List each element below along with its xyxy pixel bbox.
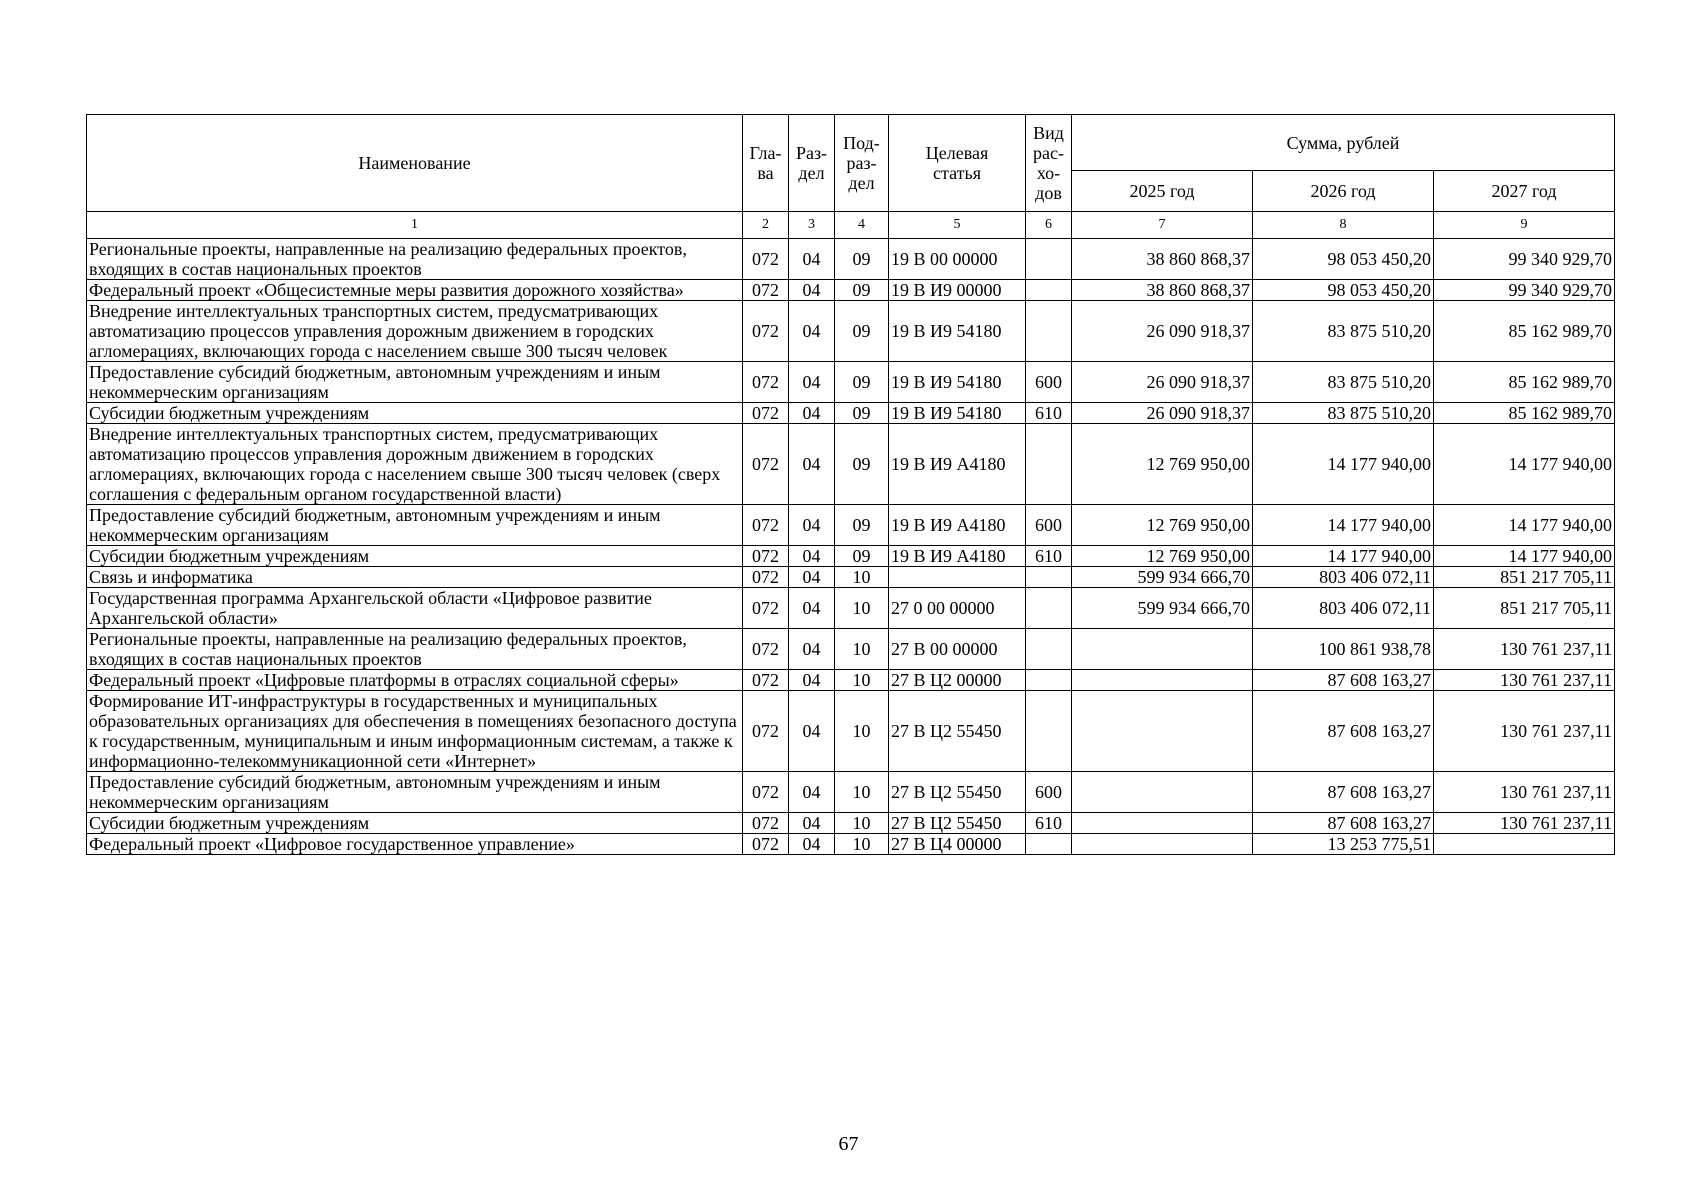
cell-target-article: 27 В Ц2 00000 [889, 670, 1026, 691]
cell-sum-2027: 85 162 989,70 [1434, 362, 1615, 403]
cell-target-article: 27 В Ц2 55450 [889, 813, 1026, 834]
cell-glava: 072 [743, 239, 789, 280]
cell-target-article: 27 0 00 00000 [889, 588, 1026, 629]
cell-sum-2027: 130 761 237,11 [1434, 813, 1615, 834]
cell-sum-2026: 98 053 450,20 [1253, 280, 1434, 301]
cell-sum-2027: 130 761 237,11 [1434, 772, 1615, 813]
cell-expense-type: 600 [1026, 772, 1072, 813]
cell-sum-2025: 26 090 918,37 [1072, 403, 1253, 424]
cell-sum-2025 [1072, 772, 1253, 813]
cell-glava: 072 [743, 813, 789, 834]
cell-razdel: 04 [789, 691, 835, 772]
cell-sum-2027: 99 340 929,70 [1434, 239, 1615, 280]
column-number-row [87, 212, 1615, 239]
column-number: 1 [87, 212, 743, 239]
cell-expense-type [1026, 301, 1072, 362]
cell-podrazdel: 09 [835, 301, 889, 362]
cell-sum-2025: 599 934 666,70 [1072, 588, 1253, 629]
cell-podrazdel: 10 [835, 567, 889, 588]
cell-sum-2026: 803 406 072,11 [1253, 567, 1434, 588]
page-number: 67 [838, 1133, 859, 1155]
cell-expense-type [1026, 588, 1072, 629]
cell-sum-2025: 12 769 950,00 [1072, 546, 1253, 567]
cell-razdel: 04 [789, 772, 835, 813]
cell-sum-2025: 12 769 950,00 [1072, 424, 1253, 505]
cell-target-article: 19 В И9 54180 [889, 362, 1026, 403]
table-row [87, 691, 1615, 772]
cell-expense-type: 610 [1026, 546, 1072, 567]
cell-razdel: 04 [789, 546, 835, 567]
cell-sum-2025: 38 860 868,37 [1072, 239, 1253, 280]
cell-razdel: 04 [789, 403, 835, 424]
column-number: 7 [1072, 212, 1253, 239]
cell-sum-2026: 87 608 163,27 [1253, 813, 1434, 834]
cell-expense-type [1026, 691, 1072, 772]
cell-sum-2027: 99 340 929,70 [1434, 280, 1615, 301]
cell-glava: 072 [743, 301, 789, 362]
cell-razdel: 04 [789, 362, 835, 403]
cell-sum-2027 [1434, 834, 1615, 855]
table-row [87, 670, 1615, 691]
header-year-2025: 2025 год [1072, 171, 1253, 212]
cell-name: Субсидии бюджетным учреждениям [87, 403, 743, 424]
header-podrazdel: Под- раз- дел [835, 115, 889, 212]
cell-glava: 072 [743, 546, 789, 567]
table-body [87, 212, 1615, 855]
column-number: 9 [1434, 212, 1615, 239]
cell-target-article: 19 В 00 00000 [889, 239, 1026, 280]
cell-glava: 072 [743, 629, 789, 670]
cell-razdel: 04 [789, 813, 835, 834]
cell-sum-2026: 100 861 938,78 [1253, 629, 1434, 670]
cell-name: Предоставление субсидий бюджетным, автономным учреждениям и иным некоммерческим организациям [87, 505, 743, 546]
cell-razdel: 04 [789, 629, 835, 670]
cell-name: Государственная программа Архангельской области «Цифровое развитие Архангельской области» [87, 588, 743, 629]
cell-sum-2026: 13 253 775,51 [1253, 834, 1434, 855]
cell-target-article: 19 В И9 54180 [889, 403, 1026, 424]
table-row [87, 813, 1615, 834]
cell-sum-2026: 98 053 450,20 [1253, 239, 1434, 280]
column-number: 4 [835, 212, 889, 239]
cell-name: Предоставление субсидий бюджетным, автономным учреждениям и иным некоммерческим организациям [87, 772, 743, 813]
cell-sum-2026: 14 177 940,00 [1253, 546, 1434, 567]
cell-sum-2026: 83 875 510,20 [1253, 403, 1434, 424]
column-number: 5 [889, 212, 1026, 239]
cell-razdel: 04 [789, 280, 835, 301]
header-sum: Сумма, рублей [1072, 115, 1615, 171]
table-row [87, 567, 1615, 588]
cell-name: Субсидии бюджетным учреждениям [87, 813, 743, 834]
cell-sum-2026: 83 875 510,20 [1253, 301, 1434, 362]
cell-podrazdel: 09 [835, 505, 889, 546]
cell-expense-type: 600 [1026, 362, 1072, 403]
cell-target-article: 19 В И9 А4180 [889, 546, 1026, 567]
cell-expense-type [1026, 834, 1072, 855]
cell-target-article: 19 В И9 А4180 [889, 505, 1026, 546]
cell-podrazdel: 10 [835, 813, 889, 834]
cell-sum-2027: 85 162 989,70 [1434, 301, 1615, 362]
cell-sum-2026: 14 177 940,00 [1253, 505, 1434, 546]
cell-glava: 072 [743, 834, 789, 855]
cell-razdel: 04 [789, 301, 835, 362]
budget-table [86, 114, 1615, 855]
table-row [87, 301, 1615, 362]
table-row [87, 834, 1615, 855]
cell-target-article: 19 В И9 А4180 [889, 424, 1026, 505]
cell-target-article: 27 В Ц2 55450 [889, 691, 1026, 772]
header-glava: Гла- ва [743, 115, 789, 212]
cell-expense-type [1026, 567, 1072, 588]
cell-glava: 072 [743, 424, 789, 505]
cell-glava: 072 [743, 588, 789, 629]
header-expense-type: Вид рас- хо- дов [1026, 115, 1072, 212]
table-row [87, 505, 1615, 546]
cell-sum-2027: 14 177 940,00 [1434, 505, 1615, 546]
cell-razdel: 04 [789, 239, 835, 280]
cell-glava: 072 [743, 772, 789, 813]
column-number: 8 [1253, 212, 1434, 239]
table-row [87, 239, 1615, 280]
column-number: 2 [743, 212, 789, 239]
cell-target-article: 27 В 00 00000 [889, 629, 1026, 670]
cell-sum-2026: 803 406 072,11 [1253, 588, 1434, 629]
cell-sum-2026: 83 875 510,20 [1253, 362, 1434, 403]
cell-sum-2026: 87 608 163,27 [1253, 772, 1434, 813]
cell-glava: 072 [743, 505, 789, 546]
cell-glava: 072 [743, 691, 789, 772]
header-razdel: Раз- дел [789, 115, 835, 212]
header-year-2027: 2027 год [1434, 171, 1615, 212]
cell-target-article: 19 В И9 54180 [889, 301, 1026, 362]
cell-name: Субсидии бюджетным учреждениям [87, 546, 743, 567]
cell-sum-2026: 14 177 940,00 [1253, 424, 1434, 505]
cell-podrazdel: 10 [835, 670, 889, 691]
cell-sum-2027: 851 217 705,11 [1434, 567, 1615, 588]
table-row [87, 772, 1615, 813]
column-number: 6 [1026, 212, 1072, 239]
cell-expense-type [1026, 670, 1072, 691]
cell-name: Предоставление субсидий бюджетным, автономным учреждениям и иным некоммерческим организациям [87, 362, 743, 403]
cell-glava: 072 [743, 403, 789, 424]
cell-name: Федеральный проект «Цифровые платформы в отраслях социальной сферы» [87, 670, 743, 691]
cell-podrazdel: 10 [835, 834, 889, 855]
cell-podrazdel: 09 [835, 362, 889, 403]
cell-name: Региональные проекты, направленные на реализацию федеральных проектов, входящих в состав национальных проектов [87, 629, 743, 670]
cell-podrazdel: 10 [835, 588, 889, 629]
cell-name: Внедрение интеллектуальных транспортных систем, предусматривающих автоматизацию процессов управления дорожным движением в городских агломерациях, включающих города с населением свыше 300 тысяч человек [87, 301, 743, 362]
cell-sum-2027: 130 761 237,11 [1434, 670, 1615, 691]
cell-target-article: 19 В И9 00000 [889, 280, 1026, 301]
cell-sum-2027: 851 217 705,11 [1434, 588, 1615, 629]
cell-sum-2027: 85 162 989,70 [1434, 403, 1615, 424]
cell-podrazdel: 10 [835, 629, 889, 670]
cell-name: Федеральный проект «Общесистемные меры развития дорожного хозяйства» [87, 280, 743, 301]
cell-glava: 072 [743, 567, 789, 588]
header-target-article: Целевая статья [889, 115, 1026, 212]
cell-sum-2025: 599 934 666,70 [1072, 567, 1253, 588]
header-year-2026: 2026 год [1253, 171, 1434, 212]
cell-expense-type [1026, 629, 1072, 670]
cell-name: Связь и информатика [87, 567, 743, 588]
cell-razdel: 04 [789, 505, 835, 546]
cell-razdel: 04 [789, 567, 835, 588]
cell-sum-2025 [1072, 834, 1253, 855]
table-row [87, 362, 1615, 403]
cell-name: Формирование ИТ-инфраструктуры в государственных и муниципальных образовательных организациях для обеспечения в помещениях безопасного доступа к государственным, муниципальным и иным информационным системам, а также к информационно-телекоммуникационной сети «Интернет» [87, 691, 743, 772]
cell-podrazdel: 10 [835, 772, 889, 813]
cell-target-article [889, 567, 1026, 588]
table-row [87, 629, 1615, 670]
cell-expense-type: 600 [1026, 505, 1072, 546]
table-row [87, 424, 1615, 505]
cell-razdel: 04 [789, 834, 835, 855]
cell-expense-type: 610 [1026, 403, 1072, 424]
cell-sum-2025: 38 860 868,37 [1072, 280, 1253, 301]
cell-sum-2025: 26 090 918,37 [1072, 362, 1253, 403]
table-row [87, 403, 1615, 424]
cell-sum-2027: 14 177 940,00 [1434, 424, 1615, 505]
table-row [87, 588, 1615, 629]
cell-sum-2025: 26 090 918,37 [1072, 301, 1253, 362]
cell-podrazdel: 09 [835, 280, 889, 301]
cell-target-article: 27 В Ц2 55450 [889, 772, 1026, 813]
cell-expense-type [1026, 280, 1072, 301]
cell-podrazdel: 10 [835, 691, 889, 772]
cell-sum-2025 [1072, 670, 1253, 691]
cell-sum-2025 [1072, 629, 1253, 670]
cell-name: Федеральный проект «Цифровое государственное управление» [87, 834, 743, 855]
cell-expense-type [1026, 424, 1072, 505]
cell-sum-2025 [1072, 691, 1253, 772]
cell-name: Внедрение интеллектуальных транспортных систем, предусматривающих автоматизацию процессов управления дорожным движением в городских агломерациях, включающих города с населением свыше 300 тысяч человек (сверх соглашения с федеральным органом государственной власти) [87, 424, 743, 505]
cell-name: Региональные проекты, направленные на реализацию федеральных проектов, входящих в состав национальных проектов [87, 239, 743, 280]
cell-sum-2026: 87 608 163,27 [1253, 670, 1434, 691]
cell-sum-2027: 130 761 237,11 [1434, 629, 1615, 670]
cell-razdel: 04 [789, 670, 835, 691]
cell-podrazdel: 09 [835, 546, 889, 567]
cell-sum-2025 [1072, 813, 1253, 834]
cell-razdel: 04 [789, 588, 835, 629]
cell-glava: 072 [743, 362, 789, 403]
cell-podrazdel: 09 [835, 424, 889, 505]
cell-podrazdel: 09 [835, 239, 889, 280]
column-number: 3 [789, 212, 835, 239]
cell-sum-2027: 130 761 237,11 [1434, 691, 1615, 772]
cell-expense-type [1026, 239, 1072, 280]
header-name: Наименование [87, 115, 743, 212]
cell-expense-type: 610 [1026, 813, 1072, 834]
cell-sum-2027: 14 177 940,00 [1434, 546, 1615, 567]
table-row [87, 280, 1615, 301]
cell-glava: 072 [743, 280, 789, 301]
table-row [87, 546, 1615, 567]
cell-glava: 072 [743, 670, 789, 691]
cell-razdel: 04 [789, 424, 835, 505]
cell-sum-2025: 12 769 950,00 [1072, 505, 1253, 546]
cell-podrazdel: 09 [835, 403, 889, 424]
cell-sum-2026: 87 608 163,27 [1253, 691, 1434, 772]
cell-target-article: 27 В Ц4 00000 [889, 834, 1026, 855]
